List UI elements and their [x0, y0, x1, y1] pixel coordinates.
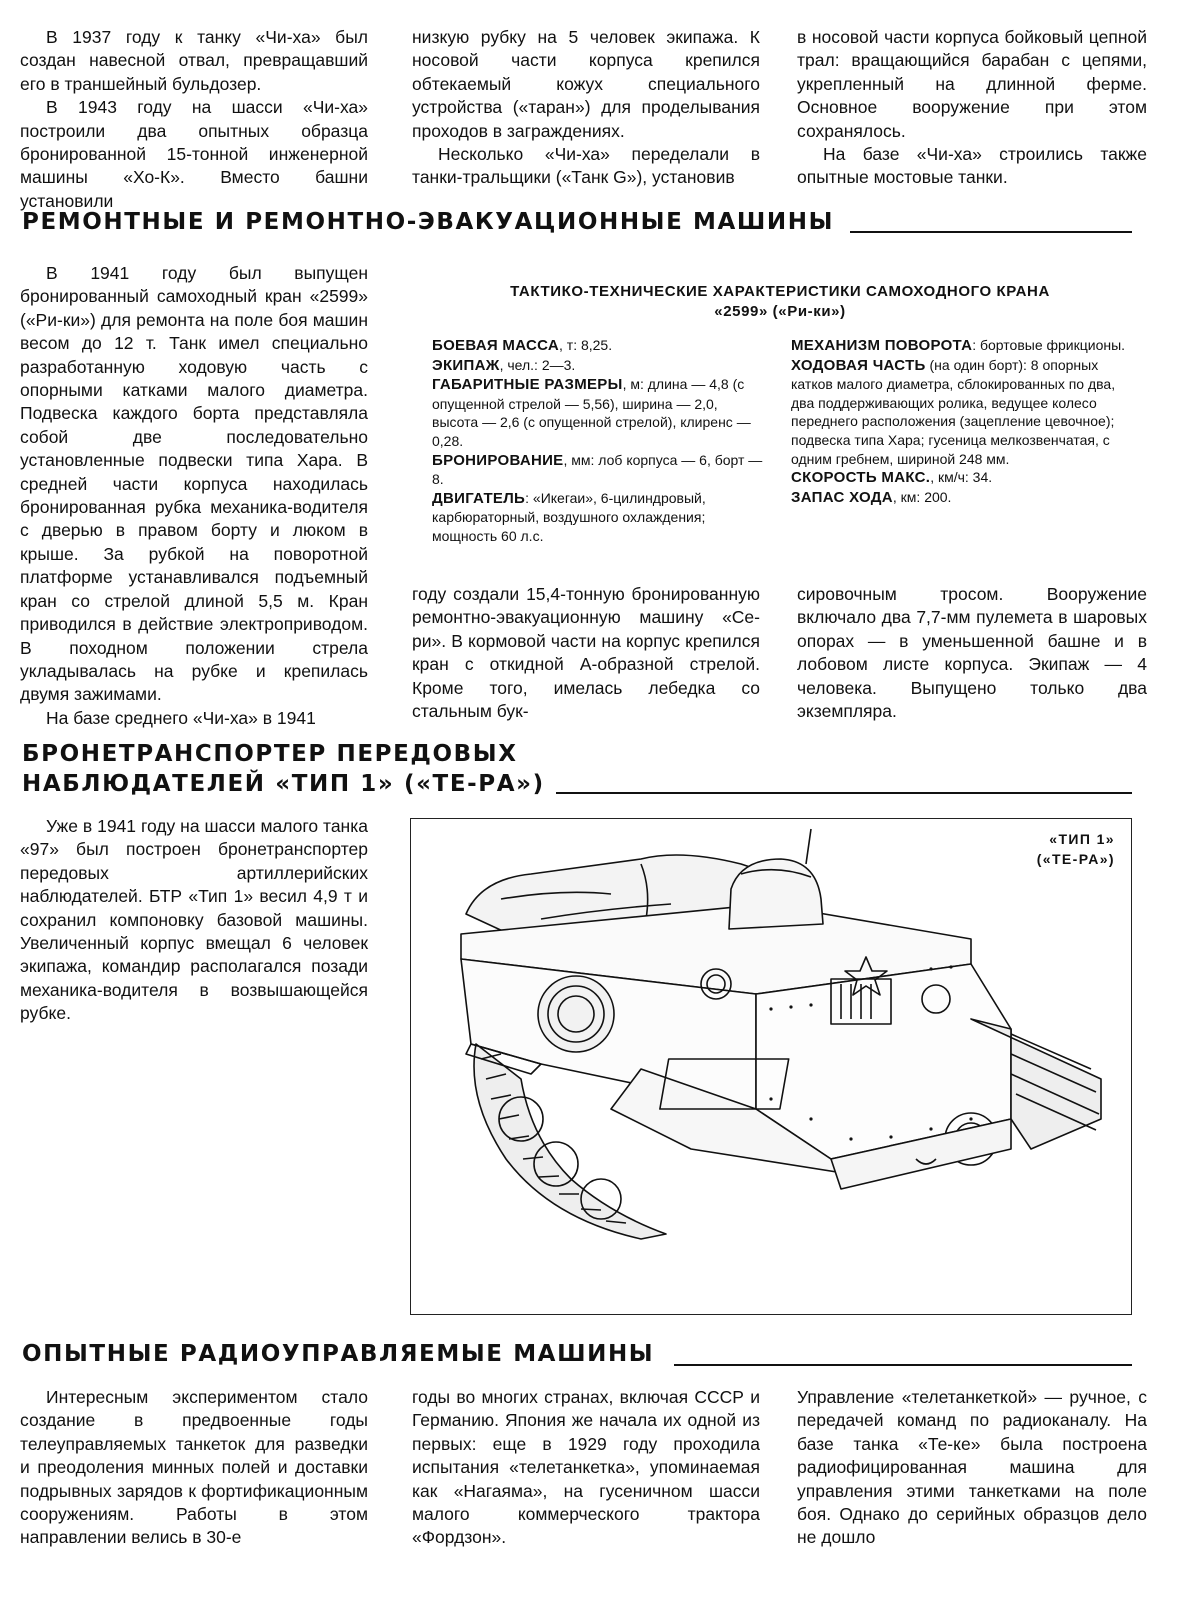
paragraph: На базе среднего «Чи-ха» в 1941 — [46, 707, 316, 728]
caption-line-1: «ТИП 1» — [1049, 831, 1115, 847]
paragraph: Интересным экспериментом стало создание в предвоенные годы телеуправляемых танкеток для разведки и преодоления минных полей и доставки подрывных зарядов к фортификационным сооружениям. Работы в этом направлении велись в 30-е — [20, 1387, 368, 1548]
spec-label: ХОДОВАЯ ЧАСТЬ — [791, 356, 926, 374]
spec-value: , чел.: 2—3. — [499, 356, 576, 373]
paragraph: В 1943 году на шасси «Чи-ха» построили два опытных образца бронированной 15-тонной инженерной машины «Хо-К». Вместо башни установили — [20, 97, 368, 211]
spec-entry — [432, 336, 766, 356]
spec-label: ГАБАРИТНЫЕ РАЗМЕРЫ — [432, 376, 623, 394]
paragraph: году создали 15,4-тонную бронированную ремонтно-эвакуационную машину «Се-ри». В кормовой части на корпус крепился кран с откидной А-образной стрелой. Кроме того, имелась лебедка со стальным бук- — [412, 584, 760, 722]
spec-value: , мм: лоб корпуса — 6, борт — 8. — [432, 451, 763, 488]
repair-column-2 — [412, 583, 760, 723]
spec-column-left — [432, 336, 766, 546]
paragraph: На базе «Чи-ха» строились также опытные мостовые танки. — [797, 144, 1147, 188]
intro-column-1 — [20, 26, 368, 213]
paragraph: Несколько «Чи-ха» переделали в танки-тральщики («Танк G»), установив — [412, 144, 760, 188]
tank-illustration — [410, 818, 1132, 1315]
spec-title-line-1: ТАКТИКО-ТЕХНИЧЕСКИЕ ХАРАКТЕРИСТИКИ САМОХОДНОГО КРАНА — [510, 283, 1050, 300]
antenna — [806, 829, 811, 864]
spec-label: ЗАПАС ХОДА — [791, 488, 893, 506]
section-heading-repair: РЕМОНТНЫЕ И РЕМОНТНО-ЭВАКУАЦИОННЫЕ МАШИНЫ — [22, 209, 835, 235]
spec-title-line-2: «2599» («Ри-ки») — [714, 303, 846, 320]
paragraph: Управление «телетанкеткой» — ручное, с передачей команд по радиоканалу. На базе танка «Те-ке» была построена радиофицированная машина для управления этими танкетками на поле боя. Однако до серийных образцов дело не дошло — [797, 1387, 1147, 1548]
heading-rule — [556, 792, 1132, 794]
spec-value: , т: 8,25. — [559, 337, 613, 353]
spec-entry — [432, 451, 766, 489]
spec-value: : «Икегаи», 6-цилиндровый, карбюраторный, воздушного охлаждения; мощность 60 л.с. — [432, 489, 706, 544]
spec-entry — [432, 356, 766, 376]
paragraph: В 1941 году был выпущен бронированный самоходный кран «2599» («Ри-ки») для ремонта на поле боя машин весом до 12 т. Танк имел специально разработанную ходовую часть с опорными катками малого диаметра. Подвеска каждого борта представляла собой две последовательно установленные подвески типа Хара. В средней части корпуса находилась бронированная рубка механика-водителя с дверью в правом борту и люком в крыше. За рубкой на поворотной платформе устанавливался подъемный кран со стрелой длиной 5,5 м. Кран приводился в действие электроприводом. В походном положении стрела укладывалась на рубке и крепилась двумя зажимами. — [20, 263, 368, 705]
spec-entry — [791, 468, 1127, 488]
spec-value: , км/ч: 34. — [930, 469, 993, 486]
heading-line-1: БРОНЕТРАНСПОРТЕР ПЕРЕДОВЫХ — [22, 741, 518, 767]
spec-label: ЭКИПАЖ — [432, 356, 500, 374]
spec-label: БРОНИРОВАНИЕ — [432, 451, 564, 469]
spec-entry — [432, 489, 766, 546]
intro-column-2 — [412, 26, 760, 190]
paragraph: В 1937 году к танку «Чи-ха» был создан навесной отвал, превращавший его в траншейный бульдозер. — [20, 27, 368, 94]
spec-entry — [791, 336, 1127, 356]
tank-drawing — [411, 819, 1131, 1314]
drive-sprocket — [538, 976, 614, 1052]
spec-value: , м: длина — 4,8 (с опущенной стрелой — 5,56), ширина — 2,0, высота — 2,6 (с опущенной стрелой), клиренс — 0,28. — [432, 376, 751, 449]
heading-rule — [850, 231, 1132, 233]
spec-label: МЕХАНИЗМ ПОВОРОТА — [791, 337, 973, 354]
paragraph: сировочным тросом. Вооружение включало два 7,7-мм пулемета в шаровых опорах — в уменьшенной башне и в лобовом листе корпуса. Экипаж — 4 человека. Выпущено только два экземпляра. — [797, 584, 1147, 722]
repair-column-1 — [20, 262, 368, 730]
spec-value: , км: 200. — [892, 488, 952, 505]
radio-column-3 — [797, 1386, 1147, 1550]
section-heading-apc — [22, 739, 545, 799]
spec-entry — [791, 488, 1127, 508]
spec-value: : бортовые фрикционы. — [972, 337, 1126, 353]
repair-column-3 — [797, 583, 1147, 723]
caption-line-2: («ТЕ-РА») — [1036, 851, 1115, 867]
paragraph: в носовой части корпуса бойковый цепной трал: вращающийся барабан с цепями, укрепленный на длинной ферме. Основное вооружение при этом сохранялось. — [797, 27, 1147, 141]
radio-column-1 — [20, 1386, 368, 1550]
heading-rule — [674, 1364, 1132, 1366]
spec-label: ДВИГАТЕЛЬ — [432, 489, 526, 507]
spec-column-right — [791, 336, 1127, 507]
intro-column-3 — [797, 26, 1147, 190]
spec-label: СКОРОСТЬ МАКС. — [791, 469, 931, 487]
spec-label: БОЕВАЯ МАССА — [432, 337, 559, 354]
paragraph: низкую рубку на 5 человек экипажа. К носовой части корпуса крепился обтекаемый кожух специального устройства («таран») для проделывания проходов в заграждениях. — [412, 27, 760, 141]
spec-entry — [791, 356, 1127, 469]
spec-value: (на один борт): 8 опорных катков малого диаметра, сблокированных по два, два поддерживающих ролика, ведущее колесо переднего расположения (зацепление цевочное); подвеска типа Хара; гусеница мелкозвенчатая, с одним гребнем, шириной 248 мм. — [791, 356, 1116, 467]
heading-line-2: НАБЛЮДАТЕЛЕЙ «ТИП 1» («ТЕ-РА») — [22, 771, 545, 797]
spec-table-title — [420, 282, 1140, 322]
paragraph: Уже в 1941 году на шасси малого танка «97» был построен бронетранспортер передовых артиллерийских наблюдателей. БТР «Тип 1» весил 4,9 т и сохранил компоновку базовой машины. Увеличенный корпус вмещал 6 человек экипажа, командир располагался позади механика-водителя в возвышающейся рубке. — [20, 816, 368, 1024]
spec-entry — [432, 375, 766, 450]
apc-column-1 — [20, 815, 368, 1026]
paragraph: годы во многих странах, включая СССР и Германию. Япония же начала их одной из первых: еще в 1929 году проходила испытания «телетанкетка», упоминаемая как «Нагаяма», на гусеничном шасси малого коммерческого трактора «Фордзон». — [412, 1387, 760, 1548]
section-heading-radio: ОПЫТНЫЕ РАДИОУПРАВЛЯЕМЫЕ МАШИНЫ — [22, 1341, 655, 1367]
radio-column-2 — [412, 1386, 760, 1550]
